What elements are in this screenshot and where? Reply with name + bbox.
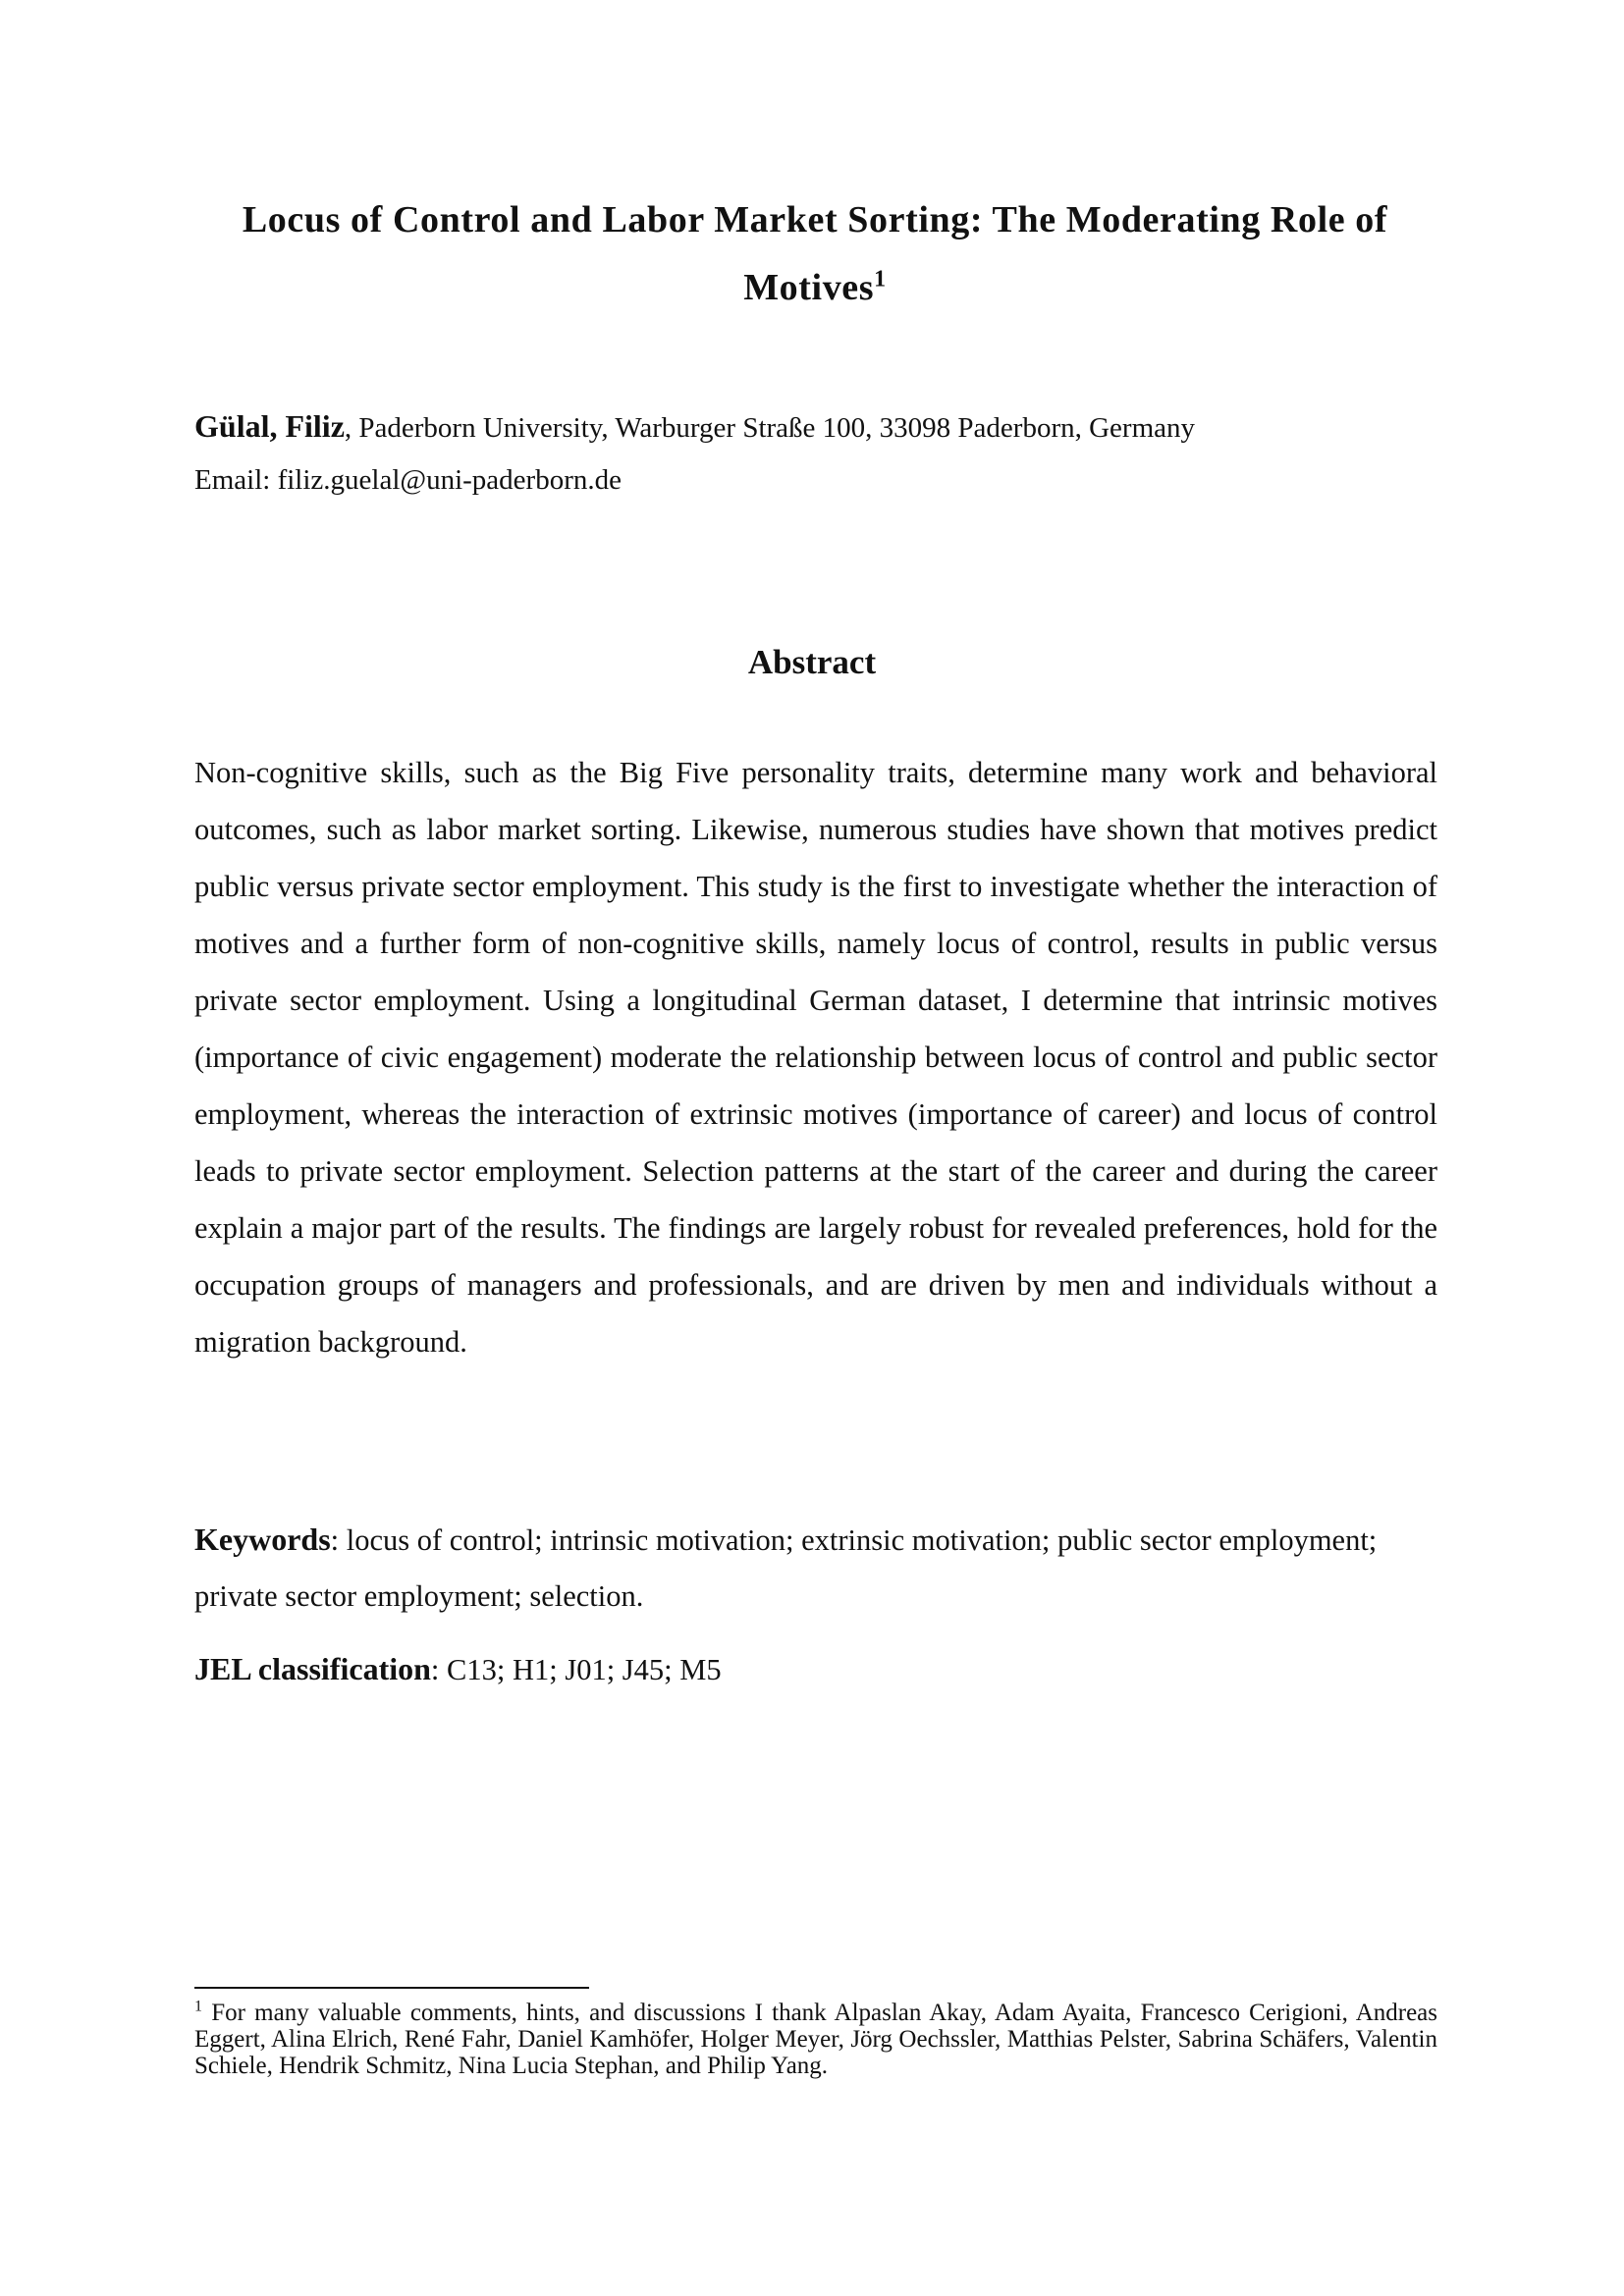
jel-text: : C13; H1; J01; J45; M5 bbox=[430, 1653, 722, 1686]
keywords-label: Keywords bbox=[194, 1522, 331, 1557]
keywords-text: : locus of control; intrinsic motivation; extrinsic motivation; public sector employment; private sector employment; selection. bbox=[194, 1523, 1378, 1613]
abstract-heading: Abstract bbox=[747, 643, 877, 681]
author-name: Gülal, Filiz bbox=[194, 408, 345, 444]
email-line bbox=[194, 460, 622, 500]
title-footnote-mark[interactable]: 1 bbox=[874, 266, 887, 293]
jel-label: JEL classification bbox=[194, 1651, 431, 1686]
author-line bbox=[194, 406, 1195, 448]
author-affiliation: , Paderborn University, Warburger Straße 100, 33098 Paderborn, Germany bbox=[344, 412, 1196, 444]
keywords bbox=[194, 1512, 1437, 1625]
author-email[interactable]: filiz.guelal@uni-paderborn.de bbox=[277, 464, 622, 496]
jel-classification bbox=[194, 1641, 1437, 1698]
paper-title bbox=[196, 187, 1434, 322]
footnote-text: For many valuable comments, hints, and discussions I thank Alpaslan Akay, Adam Ayaita, Francesco Cerigioni, Andreas Eggert, Alina Elrich, René Fahr, Daniel Kamhöfer, Holger Meyer, Jörg Oechssler, Matthias Pelster, Sabrina Schäfers, Valentin Schiele, Hendrik Schmitz, Nina Lucia Stephan, and Philip Yang. bbox=[194, 2000, 1437, 2079]
footnote-divider bbox=[194, 1987, 589, 1989]
abstract-text: Non-cognitive skills, such as the Big Five personality traits, determine many work and behavioral outcomes, such as labor market sorting. Likewise, numerous studies have shown that motives predict public versus private sector employment. This study is the first to investigate whether the interaction of motives and a further form of non-cognitive skills, namely locus of control, results in public versus private sector employment. Using a longitudinal German dataset, I determine that intrinsic motives (importance of civic engagement) moderate the relationship between locus of control and public sector employment, whereas the interaction of extrinsic motives (importance of career) and locus of control leads to private sector employment. Selection patterns at the start of the career and during the career explain a major part of the results. The findings are largely robust for revealed preferences, hold for the occupation groups of managers and professionals, and are driven by men and individuals without a migration background. bbox=[194, 756, 1437, 1359]
footnote bbox=[194, 2000, 1437, 2079]
email-label: Email: bbox=[194, 464, 278, 496]
paper-title-text: Locus of Control and Labor Market Sorting: The Moderating Role of Motives bbox=[242, 199, 1388, 308]
footnote-mark: 1 bbox=[194, 1998, 202, 2015]
